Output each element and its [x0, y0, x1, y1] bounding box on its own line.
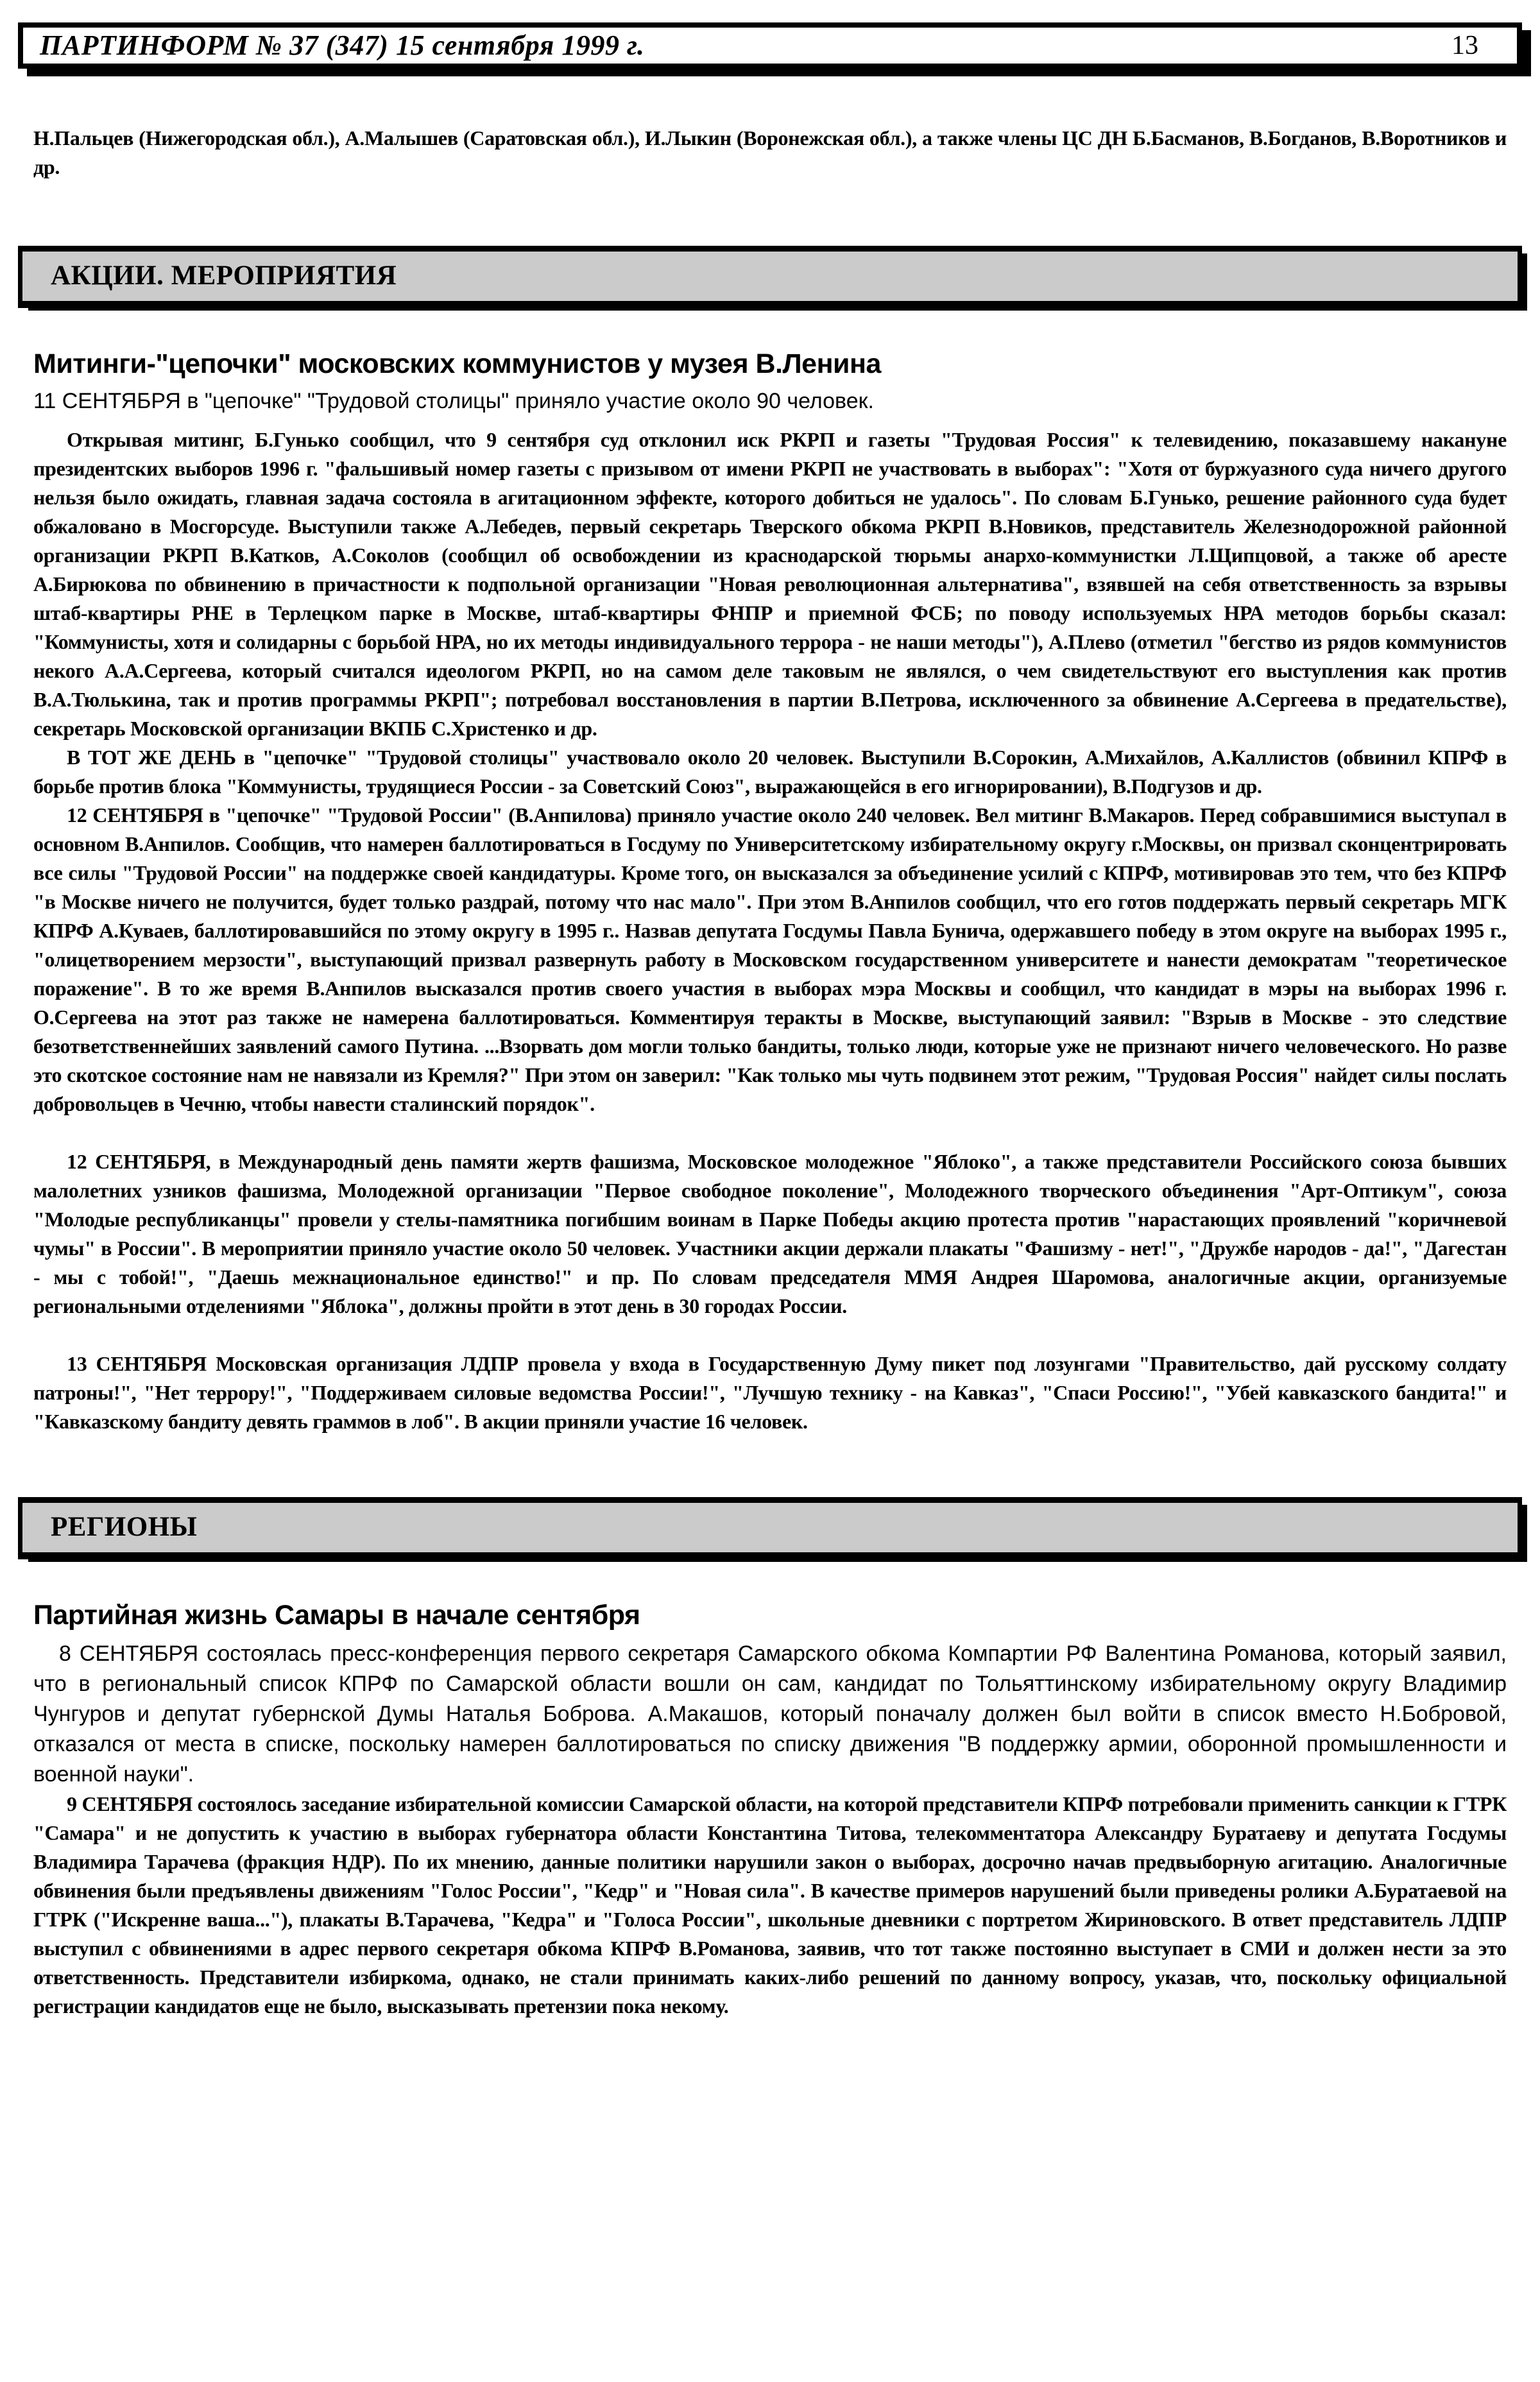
body-paragraph: 12 СЕНТЯБРЯ в "цепочке" "Трудовой России" (В.Анпилова) приняло участие около 240 человек. Вел митинг В.Макаров. Перед собравшимися выступал в основном В.Анпилов. Сообщив, что намерен баллотироваться в Госдуму по Университетскому избирательному округу г.Москвы, он призвал сконцентрировать все силы "Трудовой России" на поддержке своей кандидатуры. Кроме того, он высказался за объединение усилий с КПРФ, мотивировав это тем, что без КПРФ "в Москве ничего не получится, будет только раздрай, потому что нас мало". При этом В.Анпилов сообщил, что его готов поддержать первый секретарь МГК КПРФ А.Куваев, баллотировавшийся по этому округу в 1995 г.. Назвав депутата Госдумы Павла Бунича, одержавшего победу в этом округе на выборах 1995 г., "олицетворением мерзости", выступающий призвал развернуть работу в Московском государственном университете и нанести демократам "теоретическое поражение". В то же время В.Анпилов высказался против своего участия в выборах мэра Москвы и сообщил, что кандидат в мэры на выборах 1996 г. О.Сергеева на этот раз также не намерена баллотироваться. Комментируя теракты в Москве, выступающий заявил: "Взрыв в Москве - это следствие безответственнейших заявлений самого Путина. ...Взорвать дом могли только бандиты, только люди, которые уже не признают ничего человеческого. Но разве это скотское состояние нам не навязали из Кремля?" При этом он заверил: "Как только мы чуть подвинем этот режим, "Трудовая Россия" найдет силы послать добровольцев в Чечню, чтобы навести сталинский порядок". — [33, 803, 1507, 1115]
masthead — [18, 22, 1522, 69]
section-banner-regions — [18, 1497, 1522, 1559]
article-title-meetings: Митинги-"цепочки" московских коммунистов у музея В.Ленина — [33, 348, 881, 379]
body-paragraph: 13 СЕНТЯБРЯ Московская организация ЛДПР провела у входа в Государственную Думу пикет под лозунгами "Правительство, дай русскому солдату патроны!", "Нет террору!", "Поддерживаем силовые ведомства России!", "Лучшую технику - на Кавказ", "Спаси Россию!", "Убей кавказского бандита!" и "Кавказскому бандиту девять граммов в лоб". В акции приняли участие 16 человек. — [33, 1352, 1507, 1433]
body-paragraph: В ТОТ ЖЕ ДЕНЬ в "цепочке" "Трудовой столицы" участвовало около 20 человек. Выступили В.Сорокин, А.Михайлов, А.Каллистов (обвинил КПРФ в борьбе против блока "Коммунисты, трудящиеся России - за Советский Союз", выражающейся в его игнорировании), В.Подгузов и др. — [33, 746, 1507, 798]
section-banner-actions — [18, 246, 1522, 308]
article-title-samara: Партийная жизнь Самары в начале сентября — [33, 1600, 640, 1631]
section-banner-regions-label: РЕГИОНЫ — [51, 1512, 198, 1542]
body-paragraph: 9 СЕНТЯБРЯ состоялось заседание избирательной комиссии Самарской области, на которой представители КПРФ потребовали применить санкции к ГТРК "Самара" и не допустить к участию в выборах губернатора области Константина Титова, телекомментатора Александру Буратаеву и депутата Госдумы Владимира Тарачева (фракция НДР). По их мнению, данные политики нарушили закон о выборах, досрочно начав предвыборную агитацию. Аналогичные обвинения были предъявлены движениям "Голос России", "Кедр" и "Новая сила". В качестве примеров нарушений были приведены ролики А.Буратаевой на ГТРК ("Искренне ваша..."), плакаты В.Тарачева, "Кедра" и "Голоса России", школьные дневники с портретом Жириновского. В ответ представитель ЛДПР выступил с обвинениями в адрес первого секретаря обкома КПРФ В.Романова, заявив, что тот также постоянно выступает в СМИ и должен нести за это ответственность. Представители избиркома, однако, не стали принимать каких-либо решений по данному вопросу, указав, что, поскольку официальной регистрации кандидатов еще не было, высказывать претензии пока некому. — [33, 1792, 1507, 2018]
intro-continuation-paragraph: Н.Пальцев (Нижегородская обл.), А.Малышев (Саратовская обл.), И.Лыкин (Воронежская обл.), а также члены ЦС ДН Б.Басманов, В.Богданов, В.Воротников и др. — [33, 126, 1507, 178]
newsletter-title: ПАРТИНФОРМ № 37 (347) 15 сентября 1999 г. — [40, 30, 645, 61]
body-paragraph: Открывая митинг, Б.Гунько сообщил, что 9 сентября суд отклонил иск РКРП и газеты "Трудовая Россия" к телевидению, показавшему накануне президентских выборов 1996 г. "фальшивый номер газеты с призывом от имени РКРП не участвовать в выборах": "Хотя от буржуазного суда ничего другого нельзя было ожидать, главная задача состояла в агитационном эффекте, которого добиться не удалось". По словам Б.Гунько, решение районного суда будет обжаловано в Мосгорсуде. Выступили также А.Лебедев, первый секретарь Тверского обкома РКРП В.Новиков, представитель Железнодорожной районной организации РКРП В.Катков, А.Соколов (сообщил об освобождении из краснодарской тюрьмы анархо-коммунистки Л.Щипцовой, а также об аресте А.Бирюкова по обвинению в причастности к подпольной организации "Новая революционная альтернатива", взявшей на себя ответственность за взрывы штаб-квартиры РНЕ в Терлецком парке в Москве, штаб-квартиры ФНПР и приемной ФСБ; по поводу используемых НРА методов борьбы сказал: "Коммунисты, хотя и солидарны с борьбой НРА, но их методы индивидуального террора - не наши методы"), А.Плево (отметил "бегство из рядов коммунистов некого А.А.Сергеева, который считался идеологом РКРП, но на самом деле таковым не являлся, о чем свидетельствуют его выступления как против В.А.Тюлькина, так и против программы РКРП"; потребовал восстановления в партии В.Петрова, исключенного за обвинение А.Сергеева в предательстве), секретарь Московской организации ВКПБ С.Христенко и др. — [33, 428, 1507, 740]
body-paragraph: 12 СЕНТЯБРЯ, в Международный день памяти жертв фашизма, Московское молодежное "Яблоко", а также представители Российского союза бывших малолетних узников фашизма, Молодежной организации "Первое свободное поколение", Молодежного творческого объединения "Арт-Оптикум", союза "Молодые республиканцы" провели у стелы-памятника погибшим воинам в Парке Победы акцию протеста против "нарастающих проявлений "коричневой чумы" в России". В мероприятии приняло участие около 50 человек. Участники акции держали плакаты "Фашизму - нет!", "Дружбе народов - да!", "Дагестан - мы с тобой!", "Даешь межнациональное единство!" и пр. По словам председателя ММЯ Андрея Шаромова, аналогичные акции, организуемые региональными отделениями "Яблока", должны пройти в этот день в 30 городах России. — [33, 1150, 1507, 1317]
article-lead-meetings: 11 СЕНТЯБРЯ в "цепочке" "Трудовой столицы" приняло участие около 90 человек. — [33, 389, 874, 413]
section-banner-actions-label: АКЦИИ. МЕРОПРИЯТИЯ — [51, 261, 397, 291]
page-number: 13 — [1451, 31, 1478, 60]
article-lead-samara: 8 СЕНТЯБРЯ состоялась пресс-конференция первого секретаря Самарского обкома Компартии РФ Валентина Романова, который заявил, что в региональный список КПРФ по Самарской области вошли он сам, кандидат по Тольяттинскому избирательному округу Владимир Чунгуров и депутат губернской Думы Наталья Боброва. А.Макашов, который поначалу должен был войти в список вместо Н.Бобровой, отказался от места в списке, поскольку намерен баллотироваться по списку движения "В поддержку армии, оборонной промышленности и военной науки". — [33, 1641, 1507, 1786]
